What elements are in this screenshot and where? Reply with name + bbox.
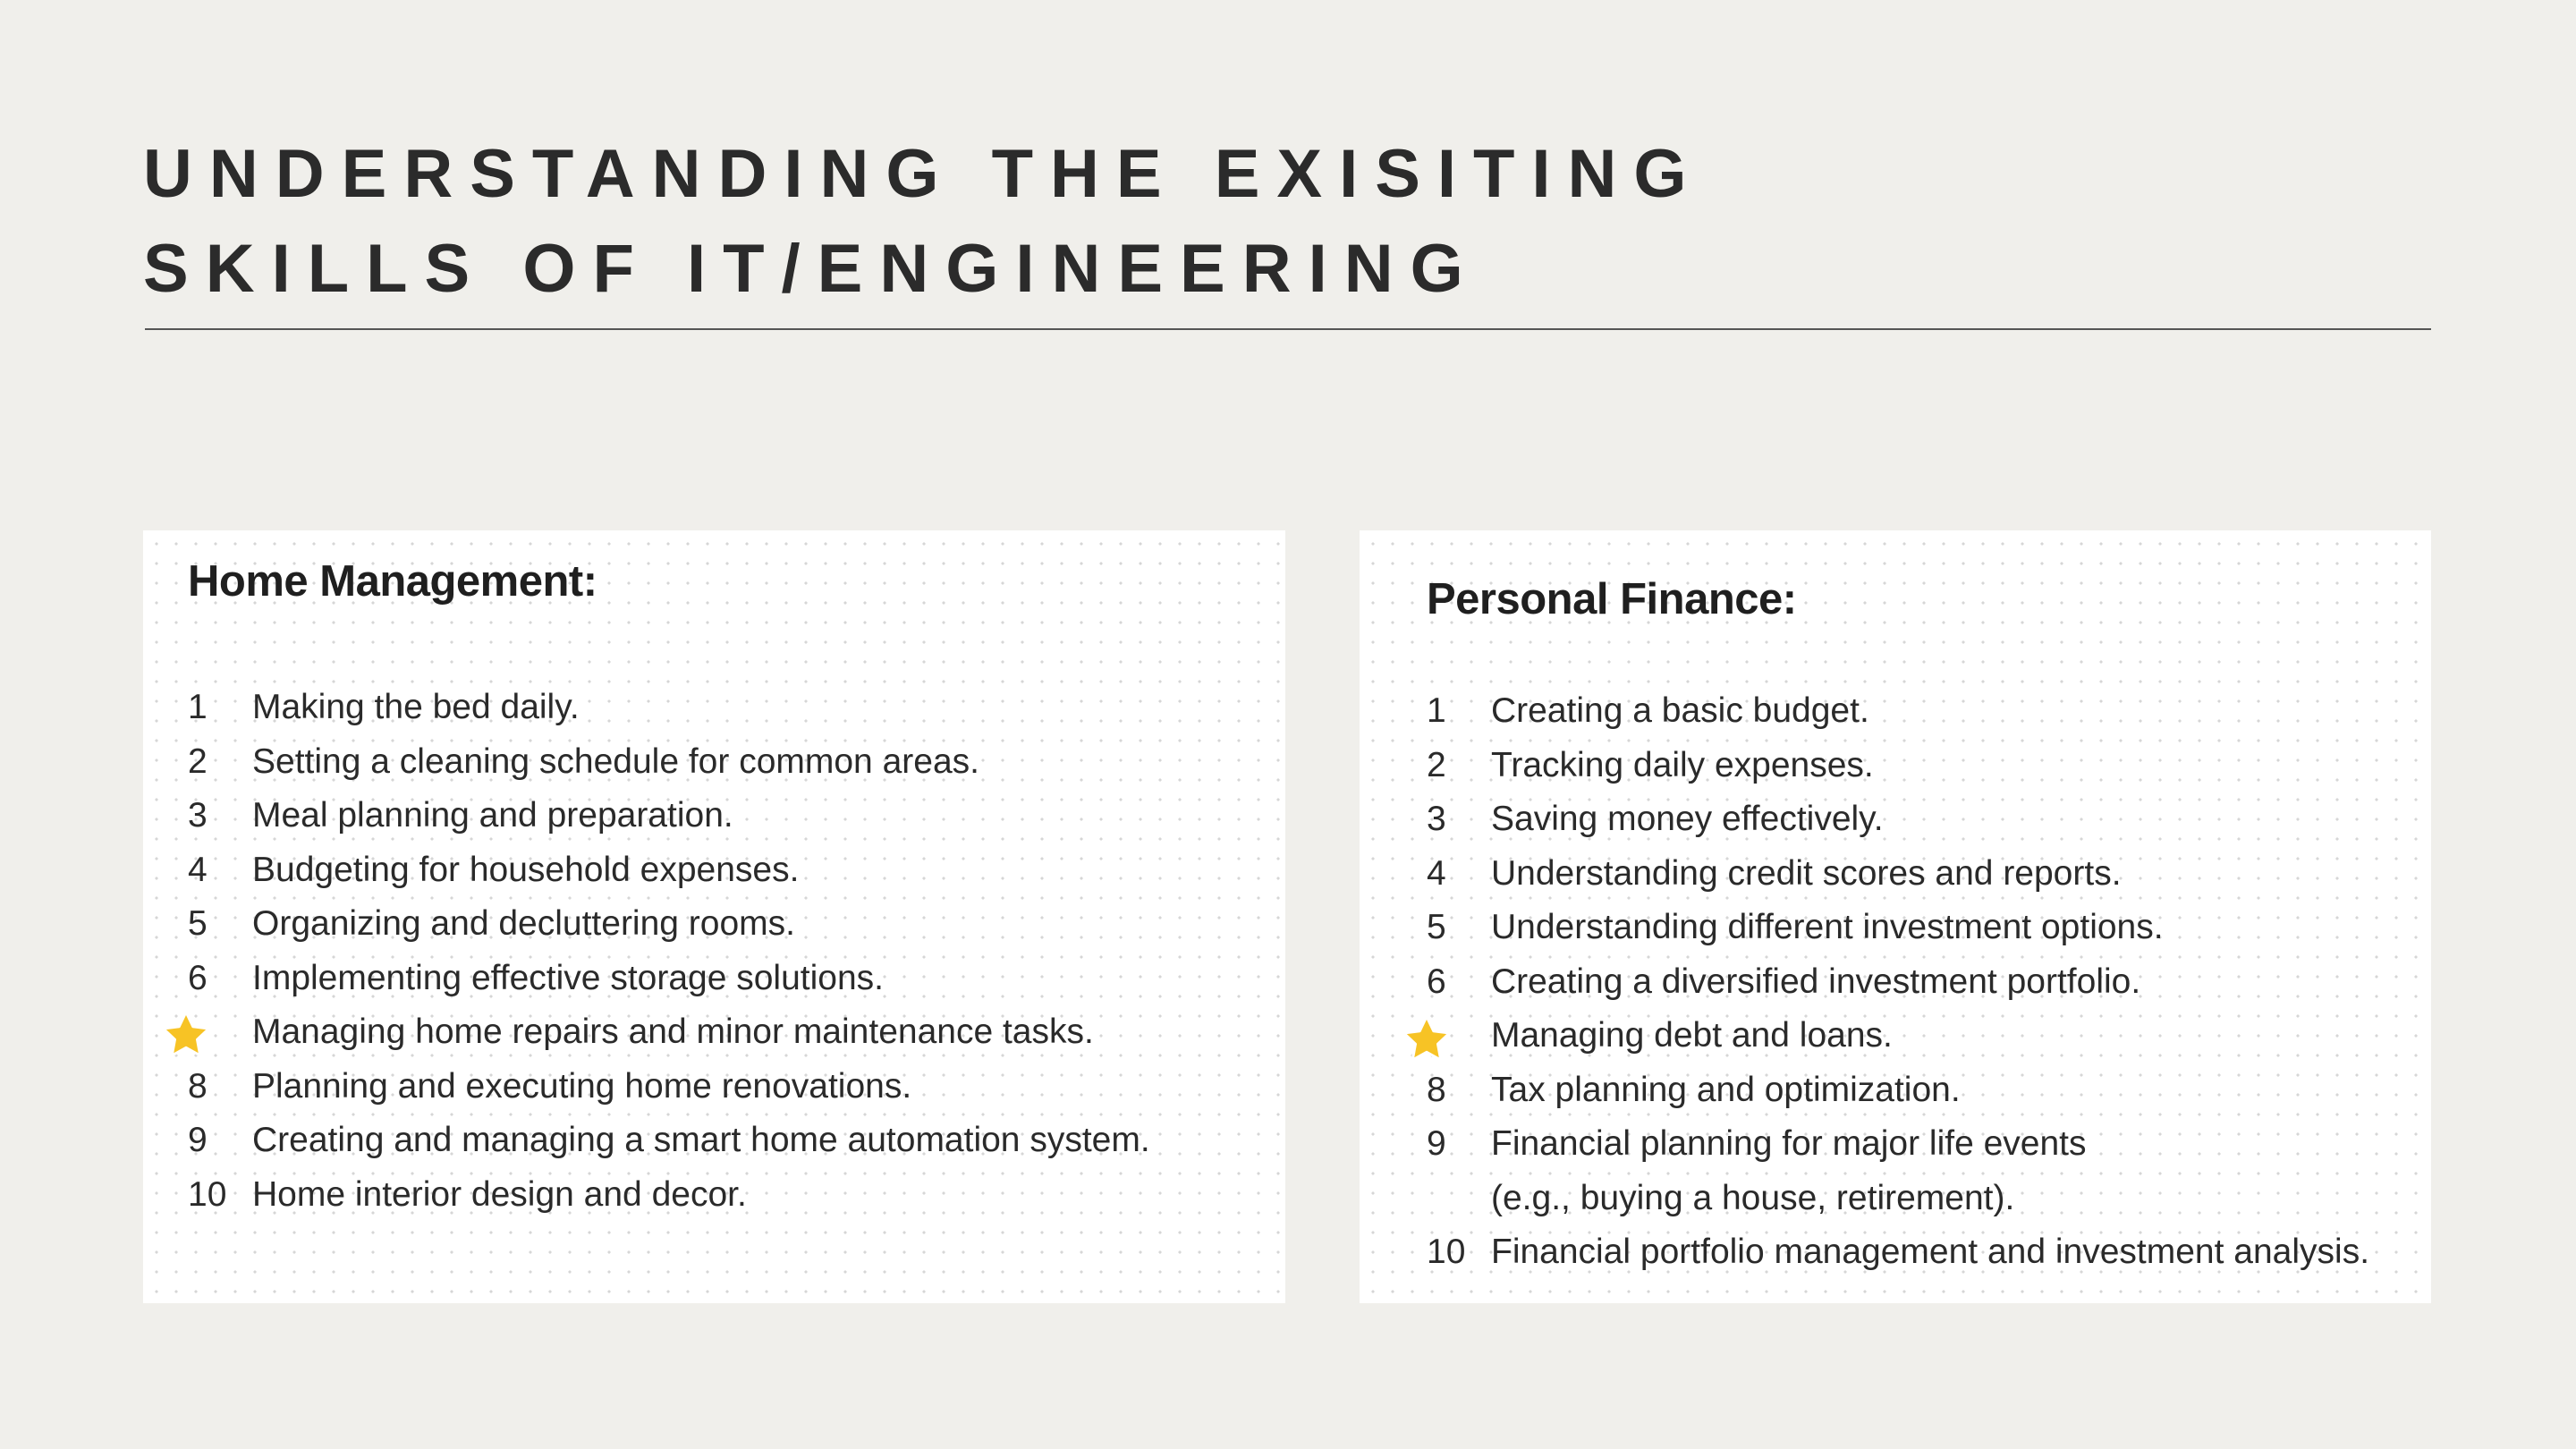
list-item <box>1427 1225 2369 1280</box>
item-text: Making the bed daily. <box>252 688 580 726</box>
item-text: Implementing effective storage solutions. <box>252 958 884 997</box>
item-number: 8 <box>188 1066 208 1106</box>
item-text: Financial planning for major life events <box>1491 1124 2087 1163</box>
star-icon <box>1400 1013 1453 1066</box>
item-number: 2 <box>1427 745 1446 784</box>
item-text: Budgeting for household expenses. <box>252 850 800 889</box>
list-item <box>1427 901 2369 955</box>
item-text: Home interior design and decor. <box>252 1174 747 1214</box>
item-number: 1 <box>188 688 208 726</box>
list-item <box>1427 1117 2369 1172</box>
item-text: Creating a basic budget. <box>1491 691 1869 730</box>
item-number: 9 <box>188 1121 208 1159</box>
home-management-heading: Home Management: <box>188 557 597 606</box>
item-number: 5 <box>188 904 208 943</box>
list-item-continuation <box>1427 1172 2369 1226</box>
list-item <box>188 897 1150 952</box>
list-item-starred <box>188 1005 1150 1060</box>
item-text: Managing debt and loans. <box>1491 1016 1893 1055</box>
item-number: 6 <box>1427 962 1446 1001</box>
star-icon <box>159 1008 213 1062</box>
list-item <box>188 735 1150 790</box>
list-item-starred <box>1427 1009 2369 1063</box>
item-number: 9 <box>1427 1124 1446 1163</box>
page-title-line-2: SKILLS OF IT/ENGINEERING <box>143 231 1480 307</box>
item-text: Saving money effectively. <box>1491 800 1884 838</box>
item-text: Understanding different investment options. <box>1491 908 2164 946</box>
item-number: 3 <box>188 796 208 835</box>
page-title-line-1: UNDERSTANDING THE EXISITING <box>143 136 1704 212</box>
list-item <box>188 1060 1150 1114</box>
item-number: 3 <box>1427 800 1446 838</box>
item-number: 6 <box>188 958 208 997</box>
title-divider <box>145 328 2431 330</box>
list-item <box>188 789 1150 843</box>
item-number: 4 <box>1427 853 1446 893</box>
list-item <box>1427 847 2369 902</box>
item-text: Creating and managing a smart home automation system. <box>252 1121 1150 1159</box>
item-number: 4 <box>188 850 208 889</box>
home-management-list <box>188 681 1150 1222</box>
item-text: Tax planning and optimization. <box>1491 1070 1961 1109</box>
item-number: 1 <box>1427 691 1446 730</box>
list-item <box>1427 684 2369 739</box>
item-text: Creating a diversified investment portfolio. <box>1491 962 2141 1001</box>
list-item <box>1427 955 2369 1010</box>
list-item <box>1427 792 2369 847</box>
personal-finance-list <box>1427 684 2369 1280</box>
item-text: (e.g., buying a house, retirement). <box>1491 1178 2015 1217</box>
item-text: Tracking daily expenses. <box>1491 745 1874 784</box>
page-title <box>143 127 1704 317</box>
item-number: 5 <box>1427 908 1446 946</box>
list-item <box>188 681 1150 735</box>
item-text: Understanding credit scores and reports. <box>1491 853 2122 893</box>
item-number: 10 <box>1427 1233 1466 1271</box>
list-item <box>188 1168 1150 1223</box>
list-item <box>188 952 1150 1006</box>
personal-finance-card <box>1360 530 2431 1303</box>
item-text: Organizing and decluttering rooms. <box>252 904 795 943</box>
item-text: Managing home repairs and minor maintenance tasks. <box>252 1013 1094 1051</box>
item-text: Financial portfolio management and investment analysis. <box>1491 1233 2370 1271</box>
item-text: Setting a cleaning schedule for common areas. <box>252 741 979 781</box>
item-number: 2 <box>188 741 208 781</box>
home-management-card <box>143 530 1285 1303</box>
list-item <box>1427 739 2369 793</box>
item-number: 8 <box>1427 1070 1446 1109</box>
personal-finance-heading: Personal Finance: <box>1427 575 1797 623</box>
item-number: 10 <box>188 1174 227 1214</box>
list-item <box>188 1114 1150 1168</box>
item-text: Meal planning and preparation. <box>252 796 733 835</box>
list-item <box>1427 1063 2369 1118</box>
list-item <box>188 843 1150 898</box>
item-text: Planning and executing home renovations. <box>252 1066 912 1106</box>
